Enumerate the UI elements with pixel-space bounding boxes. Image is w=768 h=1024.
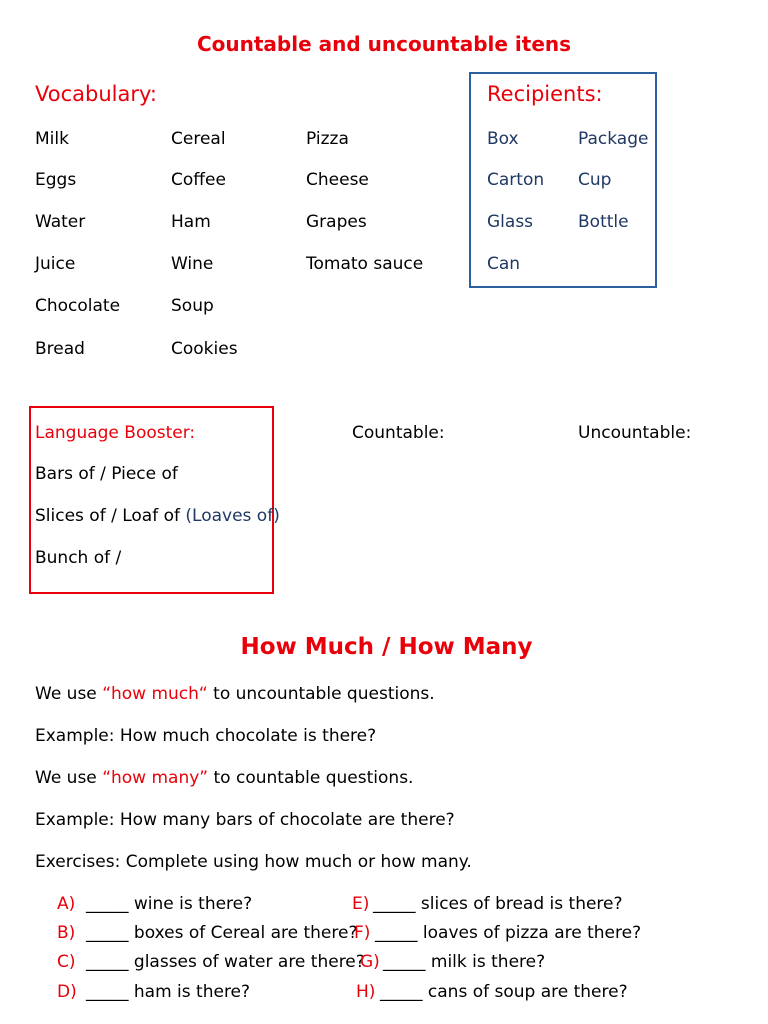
- vocab-word: Cookies: [171, 339, 238, 359]
- vocabulary-heading: Vocabulary:: [35, 82, 157, 106]
- rule-paragraph: [35, 770, 413, 787]
- recipient-word: Can: [487, 254, 521, 274]
- rule-text: to countable questions.: [213, 768, 414, 788]
- booster-heading: Language Booster:: [35, 423, 196, 443]
- vocab-word: Wine: [171, 254, 214, 274]
- example-line: Example: How many bars of chocolate are there?: [35, 810, 455, 830]
- booster-line: Bars of / Piece of: [35, 464, 178, 484]
- exercise-text: _____ loaves of pizza are there?: [375, 923, 642, 943]
- vocab-word: Water: [35, 212, 86, 232]
- exercises-instruction: Exercises: Complete using how much or how many.: [35, 852, 472, 872]
- page-title: Countable and uncountable itens: [196, 32, 572, 56]
- exercise-text: _____ cans of soup are there?: [380, 982, 628, 1002]
- vocab-word: Eggs: [35, 170, 77, 190]
- exercise-text: _____ slices of bread is there?: [373, 894, 623, 914]
- exercise-letter: A): [57, 894, 76, 914]
- exercise-letter: D): [57, 982, 77, 1002]
- rule-text: to uncountable questions.: [213, 684, 435, 704]
- vocab-word: Milk: [35, 129, 69, 149]
- vocab-word: Juice: [35, 254, 76, 274]
- vocab-word: Grapes: [306, 212, 367, 232]
- exercise-text: _____ wine is there?: [86, 894, 253, 914]
- exercise-letter: F): [354, 923, 371, 943]
- exercise-letter: G): [360, 952, 380, 972]
- booster-line-extra: (Loaves of): [185, 506, 280, 526]
- recipient-word: Glass: [487, 212, 534, 232]
- exercise-text: _____ ham is there?: [86, 982, 251, 1002]
- vocab-word: Pizza: [306, 129, 349, 149]
- vocab-word: Coffee: [171, 170, 226, 190]
- rule-paragraph: [35, 686, 435, 703]
- exercise-text: _____ boxes of Cereal are there?: [86, 923, 358, 943]
- vocab-word: Chocolate: [35, 296, 121, 316]
- vocab-word: Cheese: [306, 170, 369, 190]
- example-line: Example: How much chocolate is there?: [35, 726, 377, 746]
- rule-emphasis: “how much“: [102, 684, 208, 704]
- exercise-letter: H): [356, 982, 376, 1002]
- exercise-letter: E): [352, 894, 370, 914]
- vocab-word: Bread: [35, 339, 85, 359]
- vocab-word: Tomato sauce: [306, 254, 424, 274]
- countable-label: Countable:: [352, 423, 445, 443]
- recipient-word: Carton: [487, 170, 545, 190]
- uncountable-label: Uncountable:: [578, 423, 692, 443]
- rule-text: We use: [35, 768, 97, 788]
- exercise-text: _____ glasses of water are there?: [86, 952, 365, 972]
- exercise-letter: B): [57, 923, 76, 943]
- vocab-word: Ham: [171, 212, 211, 232]
- rule-text: We use: [35, 684, 97, 704]
- recipient-word: Bottle: [578, 212, 629, 232]
- exercise-text: _____ milk is there?: [383, 952, 546, 972]
- recipient-word: Cup: [578, 170, 612, 190]
- booster-line: [35, 508, 280, 525]
- exercise-letter: C): [57, 952, 76, 972]
- howmuch-title: How Much / How Many: [240, 634, 533, 660]
- vocab-word: Cereal: [171, 129, 226, 149]
- recipient-word: Box: [487, 129, 519, 149]
- recipients-heading: Recipients:: [487, 82, 603, 106]
- recipient-word: Package: [578, 129, 649, 149]
- booster-line: Bunch of /: [35, 548, 122, 568]
- rule-emphasis: “how many”: [102, 768, 209, 788]
- vocab-word: Soup: [171, 296, 214, 316]
- booster-line-text: Slices of / Loaf of: [35, 506, 180, 526]
